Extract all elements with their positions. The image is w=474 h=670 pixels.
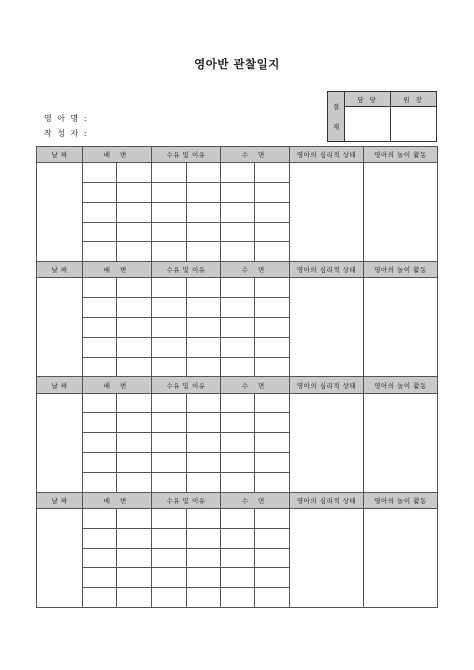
bowel-cell[interactable] <box>117 528 152 548</box>
infant-name-label: 영 아 명 : <box>44 114 89 123</box>
sleep-cell[interactable] <box>221 508 255 528</box>
feeding-cell[interactable] <box>187 182 221 202</box>
feeding-cell[interactable] <box>152 318 187 338</box>
sleep-cell[interactable] <box>221 163 255 183</box>
bowel-cell[interactable] <box>117 588 152 608</box>
sleep-cell[interactable] <box>221 528 255 548</box>
header-date: 날 짜 <box>37 377 83 393</box>
feeding-cell[interactable] <box>187 393 221 413</box>
header-feeding: 수유 및 이유 <box>152 147 221 163</box>
sleep-cell[interactable] <box>221 548 255 568</box>
play-activity-cell[interactable] <box>364 508 438 607</box>
sleep-cell[interactable] <box>221 413 255 433</box>
bowel-cell[interactable] <box>117 182 152 202</box>
approval-side-top: 결 <box>332 102 340 111</box>
header-play: 영아의 놀이 활동 <box>364 147 438 163</box>
sleep-cell[interactable] <box>221 453 255 473</box>
feeding-cell[interactable] <box>152 298 187 318</box>
sleep-cell[interactable] <box>221 318 255 338</box>
director-signature-cell[interactable] <box>391 107 437 142</box>
bowel-cell[interactable] <box>117 318 152 338</box>
section-header-row <box>37 377 438 393</box>
bowel-cell[interactable] <box>83 202 117 222</box>
header-bowel: 배 변 <box>83 262 152 278</box>
sleep-cell[interactable] <box>255 242 290 262</box>
bowel-cell[interactable] <box>83 357 117 377</box>
bowel-cell[interactable] <box>83 508 117 528</box>
bowel-cell[interactable] <box>83 242 117 262</box>
bowel-cell[interactable] <box>83 393 117 413</box>
section-header-row <box>37 147 438 163</box>
feeding-cell[interactable] <box>187 472 221 492</box>
header-feeding: 수유 및 이유 <box>152 492 221 508</box>
sleep-cell[interactable] <box>255 453 290 473</box>
feeding-cell[interactable] <box>187 337 221 357</box>
feeding-cell[interactable] <box>187 568 221 588</box>
header-date: 날 짜 <box>37 492 83 508</box>
header-psych: 영아의 심리적 상태 <box>290 492 364 508</box>
feeding-cell[interactable] <box>187 453 221 473</box>
sleep-cell[interactable] <box>255 472 290 492</box>
author-label: 작 성 자 : <box>44 129 89 138</box>
sleep-cell[interactable] <box>221 588 255 608</box>
feeding-cell[interactable] <box>187 202 221 222</box>
header-sleep: 수 면 <box>221 147 290 163</box>
header-psych: 영아의 심리적 상태 <box>290 147 364 163</box>
bowel-cell[interactable] <box>117 472 152 492</box>
feeding-cell[interactable] <box>187 278 221 298</box>
bowel-cell[interactable] <box>83 528 117 548</box>
sleep-cell[interactable] <box>255 588 290 608</box>
header-bowel: 배 변 <box>83 147 152 163</box>
sleep-cell[interactable] <box>221 298 255 318</box>
feeding-cell[interactable] <box>152 393 187 413</box>
approval-col-director: 원 장 <box>391 92 437 107</box>
manager-signature-cell[interactable] <box>345 107 391 142</box>
bowel-cell[interactable] <box>83 222 117 242</box>
feeding-cell[interactable] <box>152 453 187 473</box>
header-bowel: 배 변 <box>83 377 152 393</box>
date-cell[interactable] <box>37 278 83 377</box>
sleep-cell[interactable] <box>255 568 290 588</box>
feeding-cell[interactable] <box>152 242 187 262</box>
feeding-cell[interactable] <box>187 433 221 453</box>
sleep-cell[interactable] <box>255 298 290 318</box>
table-row <box>37 393 438 413</box>
header-psych: 영아의 심리적 상태 <box>290 262 364 278</box>
date-cell[interactable] <box>37 163 83 262</box>
bowel-cell[interactable] <box>83 318 117 338</box>
sleep-cell[interactable] <box>221 337 255 357</box>
feeding-cell[interactable] <box>187 548 221 568</box>
sleep-cell[interactable] <box>221 433 255 453</box>
sleep-cell[interactable] <box>221 278 255 298</box>
approval-side-bottom: 재 <box>332 122 340 131</box>
feeding-cell[interactable] <box>152 588 187 608</box>
header-psych: 영아의 심리적 상태 <box>290 377 364 393</box>
sleep-cell[interactable] <box>221 242 255 262</box>
approval-box <box>327 91 437 142</box>
sleep-cell[interactable] <box>221 202 255 222</box>
sleep-cell[interactable] <box>221 222 255 242</box>
header-sleep: 수 면 <box>221 377 290 393</box>
feeding-cell[interactable] <box>187 318 221 338</box>
play-activity-cell[interactable] <box>364 393 438 492</box>
header-date: 날 짜 <box>37 147 83 163</box>
feeding-cell[interactable] <box>152 568 187 588</box>
feeding-cell[interactable] <box>152 528 187 548</box>
table-row <box>37 278 438 298</box>
section-header-row <box>37 262 438 278</box>
bowel-cell[interactable] <box>83 568 117 588</box>
sleep-cell[interactable] <box>221 357 255 377</box>
feeding-cell[interactable] <box>152 202 187 222</box>
sleep-cell[interactable] <box>255 433 290 453</box>
bowel-cell[interactable] <box>117 337 152 357</box>
psych-state-cell[interactable] <box>290 163 364 262</box>
play-activity-cell[interactable] <box>364 278 438 377</box>
table-row <box>37 163 438 183</box>
header-feeding: 수유 및 이유 <box>152 377 221 393</box>
bowel-cell[interactable] <box>83 298 117 318</box>
bowel-cell[interactable] <box>117 508 152 528</box>
sleep-cell[interactable] <box>255 528 290 548</box>
feeding-cell[interactable] <box>152 508 187 528</box>
sleep-cell[interactable] <box>255 202 290 222</box>
header-feeding: 수유 및 이유 <box>152 262 221 278</box>
bowel-cell[interactable] <box>117 278 152 298</box>
sleep-cell[interactable] <box>221 472 255 492</box>
approval-col-manager: 담 당 <box>345 92 391 107</box>
feeding-cell[interactable] <box>152 222 187 242</box>
bowel-cell[interactable] <box>117 413 152 433</box>
feeding-cell[interactable] <box>152 433 187 453</box>
header-play: 영아의 놀이 활동 <box>364 377 438 393</box>
bowel-cell[interactable] <box>83 337 117 357</box>
bowel-cell[interactable] <box>117 453 152 473</box>
bowel-cell[interactable] <box>117 568 152 588</box>
play-activity-cell[interactable] <box>364 163 438 262</box>
bowel-cell[interactable] <box>83 472 117 492</box>
feeding-cell[interactable] <box>187 242 221 262</box>
bowel-cell[interactable] <box>117 393 152 413</box>
sleep-cell[interactable] <box>255 548 290 568</box>
sleep-cell[interactable] <box>255 318 290 338</box>
feeding-cell[interactable] <box>187 163 221 183</box>
header-bowel: 배 변 <box>83 492 152 508</box>
sleep-cell[interactable] <box>221 393 255 413</box>
sleep-cell[interactable] <box>255 163 290 183</box>
sleep-cell[interactable] <box>255 182 290 202</box>
feeding-cell[interactable] <box>187 413 221 433</box>
section-header-row <box>37 492 438 508</box>
feeding-cell[interactable] <box>187 528 221 548</box>
date-cell[interactable] <box>37 393 83 492</box>
feeding-cell[interactable] <box>187 357 221 377</box>
sleep-cell[interactable] <box>255 357 290 377</box>
feeding-cell[interactable] <box>152 472 187 492</box>
bowel-cell[interactable] <box>117 202 152 222</box>
header-play: 영아의 놀이 활동 <box>364 492 438 508</box>
sleep-cell[interactable] <box>221 182 255 202</box>
bowel-cell[interactable] <box>83 548 117 568</box>
sleep-cell[interactable] <box>255 337 290 357</box>
feeding-cell[interactable] <box>152 357 187 377</box>
feeding-cell[interactable] <box>152 163 187 183</box>
date-cell[interactable] <box>37 508 83 607</box>
table-row <box>37 508 438 528</box>
header-date: 날 짜 <box>37 262 83 278</box>
bowel-cell[interactable] <box>83 278 117 298</box>
feeding-cell[interactable] <box>187 508 221 528</box>
feeding-cell[interactable] <box>152 182 187 202</box>
feeding-cell[interactable] <box>152 413 187 433</box>
header-play: 영아의 놀이 활동 <box>364 262 438 278</box>
header-sleep: 수 면 <box>221 262 290 278</box>
bowel-cell[interactable] <box>83 163 117 183</box>
feeding-cell[interactable] <box>187 222 221 242</box>
psych-state-cell[interactable] <box>290 393 364 492</box>
sleep-cell[interactable] <box>255 393 290 413</box>
sleep-cell[interactable] <box>255 278 290 298</box>
feeding-cell[interactable] <box>187 298 221 318</box>
bowel-cell[interactable] <box>117 222 152 242</box>
bowel-cell[interactable] <box>83 182 117 202</box>
bowel-cell[interactable] <box>117 433 152 453</box>
sleep-cell[interactable] <box>255 222 290 242</box>
feeding-cell[interactable] <box>152 337 187 357</box>
page-title: 영아반 관찰일지 <box>194 57 280 71</box>
bowel-cell[interactable] <box>83 413 117 433</box>
bowel-cell[interactable] <box>117 298 152 318</box>
header-sleep: 수 면 <box>221 492 290 508</box>
bowel-cell[interactable] <box>83 433 117 453</box>
bowel-cell[interactable] <box>117 242 152 262</box>
approval-side-label <box>328 92 345 142</box>
feeding-cell[interactable] <box>187 588 221 608</box>
bowel-cell[interactable] <box>117 357 152 377</box>
observation-sheet <box>36 146 438 608</box>
bowel-cell[interactable] <box>117 163 152 183</box>
feeding-cell[interactable] <box>152 548 187 568</box>
bowel-cell[interactable] <box>83 453 117 473</box>
bowel-cell[interactable] <box>117 548 152 568</box>
feeding-cell[interactable] <box>152 278 187 298</box>
psych-state-cell[interactable] <box>290 278 364 377</box>
psych-state-cell[interactable] <box>290 508 364 607</box>
bowel-cell[interactable] <box>83 588 117 608</box>
sleep-cell[interactable] <box>221 568 255 588</box>
sleep-cell[interactable] <box>255 508 290 528</box>
sleep-cell[interactable] <box>255 413 290 433</box>
